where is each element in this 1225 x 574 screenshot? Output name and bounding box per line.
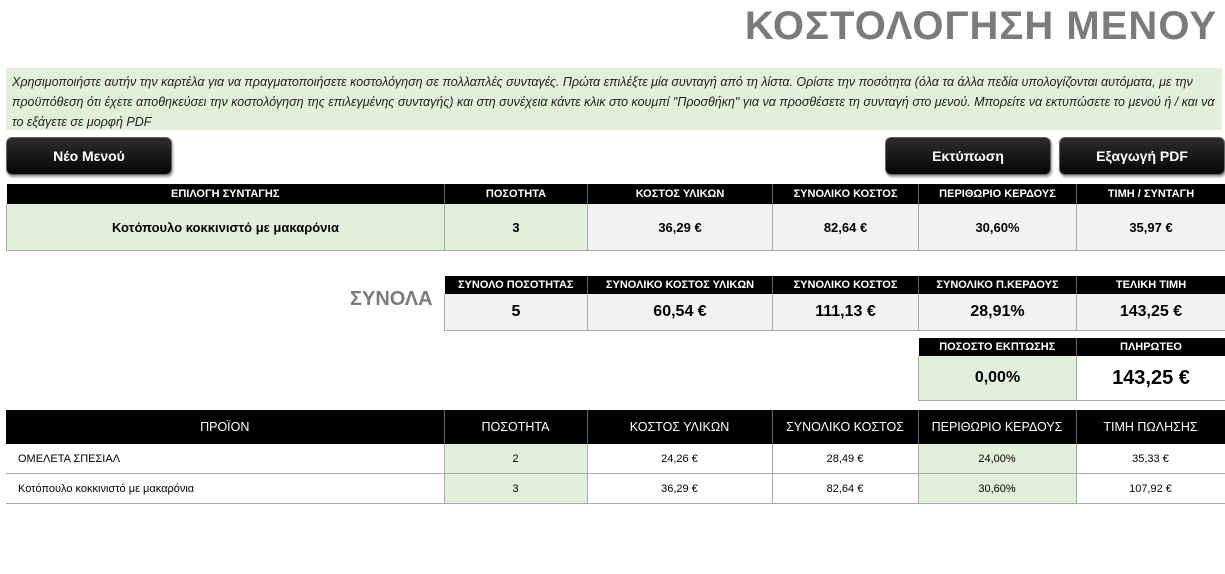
profit-margin-value: 30,60% — [919, 204, 1077, 251]
payment-table — [918, 338, 1225, 401]
price-per-recipe-value: 35,97 € — [1077, 204, 1225, 251]
table-row[interactable] — [6, 444, 1225, 474]
header-quantity: ΠΟΣΟΤΗΤΑ — [445, 184, 588, 204]
quantity-input[interactable]: 3 — [445, 204, 588, 251]
discount-input[interactable]: 0,00% — [919, 356, 1077, 401]
header-ingredient-cost: ΚΟΣΤΟΣ ΥΛΙΚΩΝ — [588, 184, 773, 204]
header-price-per-recipe: ΤΙΜΗ / ΣΥΝΤΑΓΗ — [1077, 184, 1225, 204]
table-row[interactable] — [6, 474, 1225, 504]
header-sale-price: ΤΙΜΗ ΠΩΛΗΣΗΣ — [1076, 410, 1225, 444]
recipe-selection-table — [6, 184, 1225, 251]
product-name: ΟΜΕΛΕΤΑ ΣΠΕΣΙΑΛ — [6, 444, 444, 474]
header-profit-margin: ΠΕΡΙΘΩΡΙΟ ΚΕΡΔΟΥΣ — [919, 184, 1077, 204]
final-price-value: 143,25 € — [1077, 294, 1225, 331]
header-product-margin: ΠΕΡΙΘΩΡΙΟ ΚΕΡΔΟΥΣ — [918, 410, 1076, 444]
header-total-quantity: ΣΥΝΟΛΟ ΠΟΣΟΤΗΤΑΣ — [445, 276, 588, 294]
products-table — [6, 410, 1225, 504]
total-margin-value: 28,91% — [919, 294, 1077, 331]
product-margin: 30,60% — [918, 474, 1076, 504]
totals-table — [444, 276, 1225, 331]
header-product: ΠΡΟΪΟΝ — [6, 410, 444, 444]
header-discount: ΠΟΣΟΣΤΟ ΕΚΠΤΩΣΗΣ — [919, 338, 1077, 356]
totals-label: ΣΥΝΟΛΑ — [350, 288, 433, 310]
recipe-select-dropdown[interactable]: Κοτόπουλο κοκκινιστό με μακαρόνια — [7, 204, 445, 251]
product-ingredient-cost: 24,26 € — [587, 444, 772, 474]
header-recipe-selection: ΕΠΙΛΟΓΗ ΣΥΝΤΑΓΗΣ — [7, 184, 445, 204]
total-quantity-value: 5 — [445, 294, 588, 331]
print-button[interactable]: Εκτύπωση — [885, 137, 1051, 175]
total-cost-sum-value: 111,13 € — [773, 294, 919, 331]
product-total-cost: 28,49 € — [772, 444, 918, 474]
total-ingredient-cost-value: 60,54 € — [588, 294, 773, 331]
instructions-text: Χρησιμοποιήστε αυτήν την καρτέλα για να πραγματοποιήσετε κοστολόγηση σε πολλαπλές συνταγές. Πρώτα επιλέξτε μία συνταγή από τη λίστα. Ορίστε την ποσότητα (όλα τα άλλα πεδία υπολογίζονται αυτόματα, με την προϋπόθεση ότι έχετε αποθηκεύσει την κοστολόγηση της επιλεγμένης συνταγής) και στη συνέχεια κάντε κλικ στο κουμπί "Προσθήκη" για να προσθέσετε τη συνταγή στο μενού. Μπορείτε να εκτυπώσετε το μενού ή / και να το εξάγετε σε μορφή PDF — [6, 68, 1222, 130]
header-final-price: ΤΕΛΙΚΗ ΤΙΜΗ — [1077, 276, 1225, 294]
new-menu-button[interactable]: Νέο Μενού — [6, 137, 172, 175]
product-name: Κοτόπουλο κοκκινιστό με μακαρόνια — [6, 474, 444, 504]
export-pdf-button[interactable]: Εξαγωγή PDF — [1059, 137, 1225, 175]
page-title: ΚΟΣΤΟΛΟΓΗΣΗ ΜΕΝΟΥ — [744, 4, 1217, 48]
product-sale-price: 35,33 € — [1076, 444, 1225, 474]
header-product-ingredient-cost: ΚΟΣΤΟΣ ΥΛΙΚΩΝ — [587, 410, 772, 444]
ingredient-cost-value: 36,29 € — [588, 204, 773, 251]
header-total-margin: ΣΥΝΟΛΙΚΟ Π.ΚΕΡΔΟΥΣ — [919, 276, 1077, 294]
header-product-total-cost: ΣΥΝΟΛΙΚΟ ΚΟΣΤΟΣ — [772, 410, 918, 444]
total-cost-value: 82,64 € — [773, 204, 919, 251]
header-payable: ΠΛΗΡΩΤΕΟ — [1077, 338, 1225, 356]
header-product-quantity: ΠΟΣΟΤΗΤΑ — [444, 410, 587, 444]
header-total-cost: ΣΥΝΟΛΙΚΟ ΚΟΣΤΟΣ — [773, 184, 919, 204]
product-ingredient-cost: 36,29 € — [587, 474, 772, 504]
header-total-cost-sum: ΣΥΝΟΛΙΚΟ ΚΟΣΤΟΣ — [773, 276, 919, 294]
header-total-ingredient-cost: ΣΥΝΟΛΙΚΟ ΚΟΣΤΟΣ ΥΛΙΚΩΝ — [588, 276, 773, 294]
product-margin: 24,00% — [918, 444, 1076, 474]
product-quantity: 2 — [444, 444, 587, 474]
product-sale-price: 107,92 € — [1076, 474, 1225, 504]
product-total-cost: 82,64 € — [772, 474, 918, 504]
product-quantity: 3 — [444, 474, 587, 504]
payable-value: 143,25 € — [1077, 356, 1225, 401]
